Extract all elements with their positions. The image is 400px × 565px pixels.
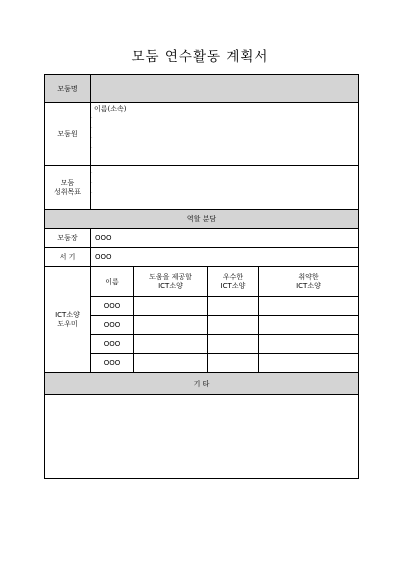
ict-strong-cell[interactable]: [208, 335, 259, 354]
members-placeholder: 이름(소속): [94, 105, 127, 113]
etc-row: [45, 395, 359, 479]
group-name-label: 모둠명: [45, 75, 91, 103]
bullet-dot: ·: [91, 145, 93, 151]
ict-name-cell[interactable]: OOO: [91, 297, 134, 316]
goal-label: [45, 166, 91, 210]
bullet-dot: ·: [91, 125, 93, 131]
ict-strong-cell[interactable]: [208, 297, 259, 316]
ict-header-strong-line-2: ICT소양: [220, 281, 246, 290]
roles-header: 역할 분담: [45, 210, 359, 229]
ict-row: [45, 316, 359, 335]
leader-row: [45, 229, 359, 248]
ict-header-provide: [134, 267, 208, 297]
ict-weak-cell[interactable]: [259, 316, 359, 335]
ict-name-cell[interactable]: OOO: [91, 316, 134, 335]
group-name-row: [45, 75, 359, 103]
bullet-dot: ·: [91, 170, 93, 176]
ict-provide-cell[interactable]: [134, 316, 208, 335]
ict-helper-label-line-2: 도우미: [57, 319, 78, 328]
etc-header: 기 타: [45, 373, 359, 395]
secretary-value[interactable]: OOO: [91, 248, 359, 267]
ict-provide-cell[interactable]: [134, 335, 208, 354]
leader-label: 모둠장: [45, 229, 91, 248]
goal-field[interactable]: [91, 166, 359, 210]
ict-weak-cell[interactable]: [259, 335, 359, 354]
ict-header-name: 이름: [91, 267, 134, 297]
members-row: [45, 103, 359, 166]
ict-provide-cell[interactable]: [134, 354, 208, 373]
plan-form-table: [44, 74, 359, 479]
ict-helper-label-line-1: ICT소양: [55, 310, 80, 319]
members-label: 모둠원: [45, 103, 91, 166]
goal-row: [45, 166, 359, 210]
etc-field[interactable]: [45, 395, 359, 479]
members-bullets: [91, 115, 358, 150]
ict-header-weak-line-1: 취약한: [298, 272, 319, 281]
ict-header-weak: [259, 267, 359, 297]
bullet-dot: ·: [91, 135, 93, 141]
goal-bullets: [91, 166, 358, 195]
goal-label-line-1: 모둠: [60, 178, 75, 187]
ict-header-provide-line-1: 도움을 제공할: [149, 272, 192, 281]
ict-row: [45, 335, 359, 354]
ict-name-cell[interactable]: OOO: [91, 354, 134, 373]
ict-row: [45, 297, 359, 316]
group-name-field[interactable]: [91, 75, 359, 103]
ict-header-weak-line-2: ICT소양: [296, 281, 321, 290]
bullet-dot: ·: [91, 115, 93, 121]
bullet-dot: ·: [91, 180, 93, 186]
ict-strong-cell[interactable]: [208, 354, 259, 373]
ict-name-cell[interactable]: OOO: [91, 335, 134, 354]
bullet-dot: ·: [91, 190, 93, 196]
roles-header-row: [45, 210, 359, 229]
members-field[interactable]: [91, 103, 359, 166]
document-title: 모둠 연수활동 계획서: [131, 49, 269, 65]
etc-header-row: [45, 373, 359, 395]
ict-header-strong: [208, 267, 259, 297]
ict-row: [45, 354, 359, 373]
ict-helper-label: [45, 267, 91, 373]
goal-label-line-2: 성취목표: [53, 187, 82, 196]
ict-header-strong-line-1: 우수한: [222, 272, 244, 281]
secretary-label: 서 기: [45, 248, 91, 267]
ict-header-row: [45, 267, 359, 297]
ict-strong-cell[interactable]: [208, 316, 259, 335]
ict-weak-cell[interactable]: [259, 354, 359, 373]
leader-value[interactable]: OOO: [91, 229, 359, 248]
ict-weak-cell[interactable]: [259, 297, 359, 316]
ict-provide-cell[interactable]: [134, 297, 208, 316]
secretary-row: [45, 248, 359, 267]
ict-header-provide-line-2: ICT소양: [158, 281, 183, 290]
